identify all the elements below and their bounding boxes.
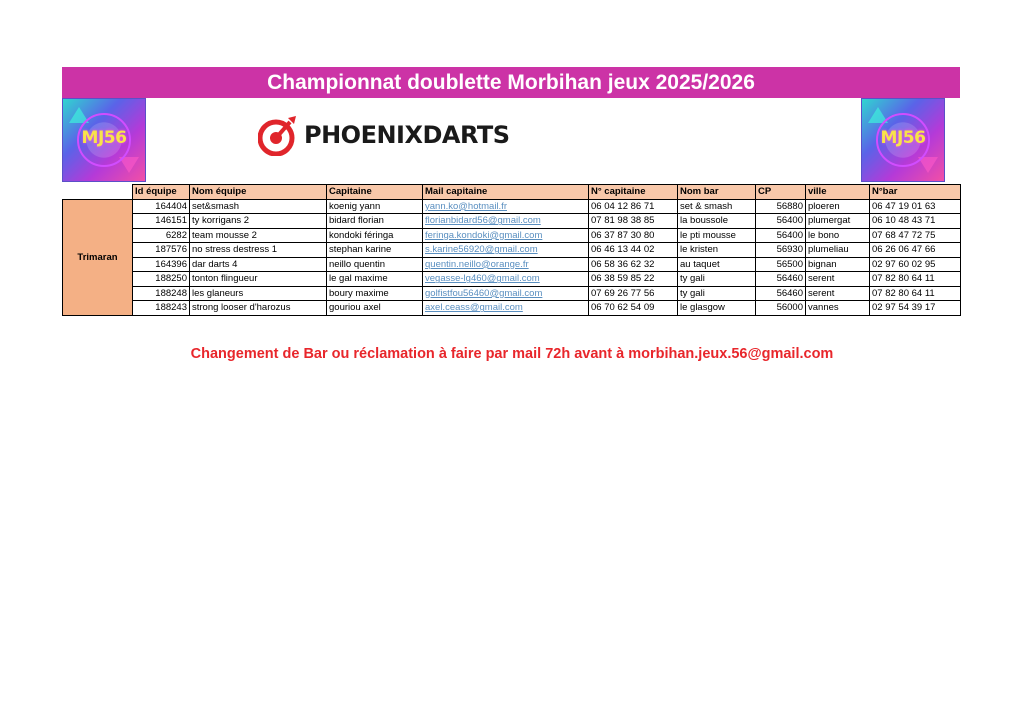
bar-name: le pti mousse	[678, 228, 756, 243]
team-name: team mousse 2	[190, 228, 327, 243]
table-header: Nom équipe	[190, 185, 327, 200]
captain-phone: 06 04 12 86 71	[589, 199, 678, 214]
bar-phone: 07 68 47 72 75	[870, 228, 961, 243]
captain-name: neillo quentin	[327, 257, 423, 272]
postal-code: 56460	[756, 286, 806, 301]
city: le bono	[806, 228, 870, 243]
captain-phone: 06 38 59 85 22	[589, 272, 678, 287]
table-row	[63, 228, 961, 243]
team-name: ty korrigans 2	[190, 214, 327, 229]
captain-name: gouriou axel	[327, 301, 423, 316]
team-name: set&smash	[190, 199, 327, 214]
team-id: 146151	[133, 214, 190, 229]
team-name: no stress destress 1	[190, 243, 327, 258]
captain-email-link[interactable]: florianbidard56@gmail.com	[423, 214, 589, 229]
postal-code: 56400	[756, 228, 806, 243]
captain-email-link[interactable]: quentin.neillo@orange.fr	[423, 257, 589, 272]
team-name: les glaneurs	[190, 286, 327, 301]
notice-text: Changement de Bar ou réclamation à faire par mail 72h avant à morbihan.jeux.56@gmail.com	[190, 346, 834, 362]
bar-name: set & smash	[678, 199, 756, 214]
table-header-blank	[63, 185, 133, 200]
captain-name: boury maxime	[327, 286, 423, 301]
captain-phone: 06 46 13 44 02	[589, 243, 678, 258]
team-id: 164404	[133, 199, 190, 214]
table-header: Mail capitaine	[423, 185, 589, 200]
table-header-row	[63, 185, 961, 200]
captain-email-link[interactable]: feringa.kondoki@gmail.com	[423, 228, 589, 243]
captain-phone: 07 69 26 77 56	[589, 286, 678, 301]
city: bignan	[806, 257, 870, 272]
team-name: strong looser d'harozus	[190, 301, 327, 316]
table-header: Capitaine	[327, 185, 423, 200]
city: plumergat	[806, 214, 870, 229]
city: vannes	[806, 301, 870, 316]
bar-name: au taquet	[678, 257, 756, 272]
bar-name: ty gali	[678, 286, 756, 301]
city: ploeren	[806, 199, 870, 214]
captain-name: le gal maxime	[327, 272, 423, 287]
captain-name: kondoki féringa	[327, 228, 423, 243]
postal-code: 56930	[756, 243, 806, 258]
captain-email-link[interactable]: axel.ceass@gmail.com	[423, 301, 589, 316]
team-id: 188248	[133, 286, 190, 301]
team-id: 187576	[133, 243, 190, 258]
table-row	[63, 199, 961, 214]
postal-code: 56400	[756, 214, 806, 229]
captain-phone: 06 70 62 54 09	[589, 301, 678, 316]
captain-phone: 06 58 36 62 32	[589, 257, 678, 272]
bar-name: la boussole	[678, 214, 756, 229]
table-row	[63, 286, 961, 301]
table-header: Nom bar	[678, 185, 756, 200]
bar-phone: 02 97 60 02 95	[870, 257, 961, 272]
team-name: tonton flingueur	[190, 272, 327, 287]
city: serent	[806, 286, 870, 301]
mj56-logo-text: MJ56	[81, 128, 127, 148]
bar-phone: 07 82 80 64 11	[870, 272, 961, 287]
team-id: 188250	[133, 272, 190, 287]
captain-name: koenig yann	[327, 199, 423, 214]
captain-name: bidard florian	[327, 214, 423, 229]
table-header: ville	[806, 185, 870, 200]
table-row	[63, 257, 961, 272]
postal-code: 56000	[756, 301, 806, 316]
mj56-logo-left	[62, 98, 146, 182]
bar-name: ty gali	[678, 272, 756, 287]
table-row	[63, 301, 961, 316]
table-header: CP	[756, 185, 806, 200]
captain-phone: 07 81 98 38 85	[589, 214, 678, 229]
bar-phone: 06 10 48 43 71	[870, 214, 961, 229]
table-row	[63, 214, 961, 229]
city: serent	[806, 272, 870, 287]
page-title: Championnat doublette Morbihan jeux 2025/2026	[62, 67, 960, 98]
table-header: Id équipe	[133, 185, 190, 200]
bar-phone: 06 47 19 01 63	[870, 199, 961, 214]
phoenixdarts-logo	[258, 114, 510, 156]
table-header: N°bar	[870, 185, 961, 200]
team-id: 164396	[133, 257, 190, 272]
team-id: 188243	[133, 301, 190, 316]
team-id: 6282	[133, 228, 190, 243]
city: plumeliau	[806, 243, 870, 258]
table-row	[63, 272, 961, 287]
bar-name: le kristen	[678, 243, 756, 258]
group-label: Trimaran	[63, 199, 133, 315]
bar-phone: 06 26 06 47 66	[870, 243, 961, 258]
postal-code: 56880	[756, 199, 806, 214]
mj56-logo-text: MJ56	[880, 128, 926, 148]
mj56-logo-right	[861, 98, 945, 182]
team-name: dar darts 4	[190, 257, 327, 272]
bar-phone: 02 97 54 39 17	[870, 301, 961, 316]
captain-email-link[interactable]: golfistfou56460@gmail.com	[423, 286, 589, 301]
captain-email-link[interactable]: yann.ko@hotmail.fr	[423, 199, 589, 214]
table-row	[63, 243, 961, 258]
captain-phone: 06 37 87 30 80	[589, 228, 678, 243]
bar-phone: 07 82 80 64 11	[870, 286, 961, 301]
postal-code: 56500	[756, 257, 806, 272]
sponsor-name: PHOENIXDARTS	[304, 121, 510, 149]
dart-target-icon	[258, 114, 298, 156]
captain-email-link[interactable]: s.karine56920@gmail.com	[423, 243, 589, 258]
teams-table	[62, 184, 961, 316]
captain-name: stephan karine	[327, 243, 423, 258]
postal-code: 56460	[756, 272, 806, 287]
table-header: N° capitaine	[589, 185, 678, 200]
bar-name: le glasgow	[678, 301, 756, 316]
captain-email-link[interactable]: vegasse-lg460@gmail.com	[423, 272, 589, 287]
